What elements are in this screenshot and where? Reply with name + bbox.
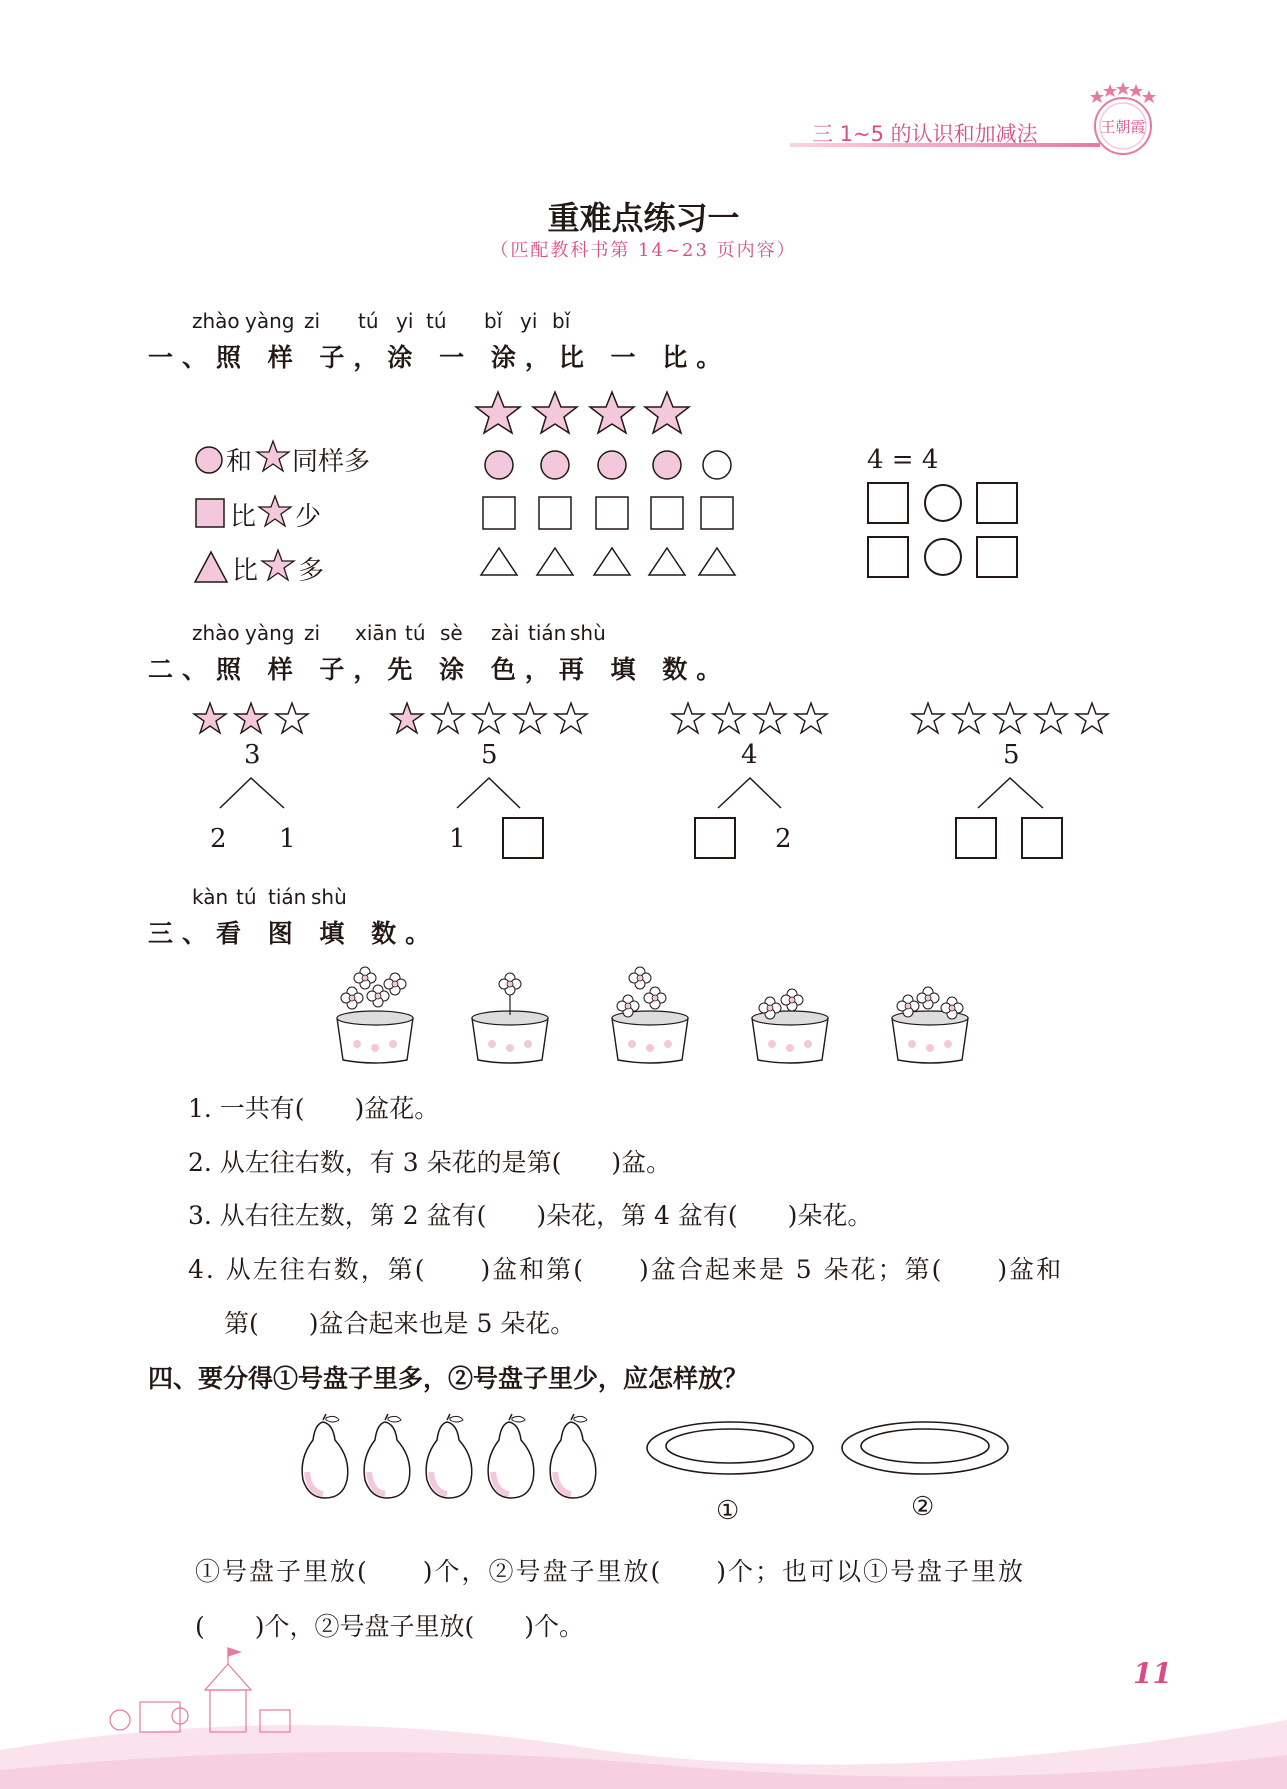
plate-label-1: ① <box>716 1496 740 1526</box>
star-icon <box>473 703 505 733</box>
star-icon <box>994 703 1026 733</box>
question-4-cont: 第( )盆合起来也是 5 朵花。 <box>224 1309 576 1338</box>
star-icon <box>255 439 291 475</box>
plate-1 <box>647 1422 813 1474</box>
plates <box>645 1418 1015 1488</box>
example-equation: 4 = 4 <box>867 445 939 475</box>
pinyin: xiān <box>355 621 398 645</box>
star-icon <box>795 703 827 733</box>
section-4-heading: 四、要分得①号盘子里多，②号盘子里少，应怎样放？ <box>148 1364 749 1393</box>
tree-left: 2 <box>210 824 227 854</box>
tree-right: 1 <box>279 824 296 854</box>
star-icon <box>645 392 689 433</box>
section-3-heading: 三、看 图 填 数。 <box>148 919 440 948</box>
question-2: 2. 从左往右数，有 3 朵花的是第( )盆。 <box>188 1148 672 1177</box>
pear-icon <box>364 1414 410 1498</box>
page-subtitle: （匹配教科书第 14~23 页内容） <box>490 240 797 261</box>
answer-box[interactable] <box>694 817 736 859</box>
star-icon <box>514 703 546 733</box>
flower-pot <box>337 967 413 1063</box>
tree-top: 3 <box>244 740 261 770</box>
pinyin: tián <box>528 621 567 645</box>
pinyin: bǐ <box>552 309 571 333</box>
pinyin: tú <box>358 309 379 333</box>
star-icon <box>590 392 634 433</box>
circle-icon <box>598 451 626 479</box>
triangle-icon <box>537 548 573 575</box>
row-label: 和 <box>226 447 253 477</box>
star-icon <box>432 703 464 733</box>
star-icon <box>533 392 577 433</box>
square-icon <box>651 497 683 529</box>
square-icon <box>701 497 733 529</box>
page-number: 11 <box>1133 1657 1172 1690</box>
section-1-heading: 一、照 样 子，涂 一 涂，比 一 比。 <box>148 343 731 372</box>
svg-text:王朝霞: 王朝霞 <box>1100 118 1146 136</box>
flower-pot <box>892 987 968 1063</box>
flower-pots <box>330 960 990 1072</box>
pinyin: tú <box>426 309 447 333</box>
answer-box <box>977 483 1017 523</box>
row-suffix: 少 <box>295 502 322 532</box>
publisher-logo <box>1075 78 1165 158</box>
star-icon <box>555 703 587 733</box>
star-groups <box>190 700 1120 744</box>
row-label: 比 <box>232 556 259 586</box>
pear-icon <box>550 1414 596 1498</box>
pinyin: zhào <box>192 309 240 333</box>
answer-circle <box>925 539 961 575</box>
answer-box[interactable] <box>502 817 544 859</box>
pinyin: shù <box>570 621 606 645</box>
question-1: 1. 一共有( )盆花。 <box>188 1094 440 1123</box>
star-icon <box>476 392 520 433</box>
flower-pot <box>472 973 548 1063</box>
pinyin: tián <box>268 885 307 909</box>
plate-2 <box>842 1422 1008 1474</box>
pear-icon <box>426 1414 472 1498</box>
tree-top: 5 <box>481 740 498 770</box>
pinyin: kàn <box>192 885 229 909</box>
tree-top: 4 <box>741 740 758 770</box>
pinyin: zhào <box>192 621 240 645</box>
plate-label-2: ② <box>911 1492 935 1522</box>
row-suffix: 多 <box>298 556 325 586</box>
answer-line-2: ( )个，②号盘子里放( )个。 <box>195 1612 585 1641</box>
pear-icon <box>302 1414 348 1498</box>
square-icon <box>483 497 515 529</box>
pinyin: yi <box>396 309 414 333</box>
pinyin: zi <box>304 621 321 645</box>
tree-branches <box>200 775 1080 815</box>
star-icon <box>912 703 944 733</box>
castle-icon <box>110 1648 290 1732</box>
row-suffix: 同样多 <box>292 447 371 477</box>
star-icon <box>235 703 267 733</box>
star-icon <box>754 703 786 733</box>
star-icon <box>260 548 296 584</box>
flower-pot <box>612 967 688 1063</box>
star-icon <box>194 703 226 733</box>
triangle-icon <box>193 550 229 584</box>
pinyin: yi <box>520 309 538 333</box>
tree-left: 1 <box>449 824 466 854</box>
answer-circle <box>925 485 961 521</box>
flower-pot <box>752 989 828 1063</box>
answer-box <box>868 537 908 577</box>
pinyin: bǐ <box>484 309 503 333</box>
pinyin: tú <box>405 621 426 645</box>
page-title: 重难点练习一 <box>547 199 740 237</box>
triangle-icon <box>594 548 630 575</box>
circle-icon <box>485 451 513 479</box>
pinyin: zi <box>304 309 321 333</box>
pinyin: yàng <box>245 621 295 645</box>
footer-decoration <box>0 1640 1287 1789</box>
star-icon <box>953 703 985 733</box>
star-icon <box>391 703 423 733</box>
circle-icon <box>703 451 731 479</box>
pinyin: tú <box>236 885 257 909</box>
star-icon <box>276 703 308 733</box>
shape-grid <box>475 445 745 580</box>
star-icon <box>672 703 704 733</box>
tree-top: 5 <box>1003 740 1020 770</box>
answer-box[interactable] <box>1021 817 1063 859</box>
circle-icon <box>193 444 225 476</box>
pinyin: sè <box>440 621 463 645</box>
question-3: 3. 从右往左数，第 2 盆有( )朵花，第 4 盆有( )朵花。 <box>188 1201 873 1230</box>
pinyin: yàng <box>245 309 295 333</box>
section-2-heading: 二、照 样 子，先 涂 色，再 填 数。 <box>148 655 731 684</box>
chapter-title: 三 1~5 的认识和加减法 <box>812 122 1038 146</box>
star-icon <box>713 703 745 733</box>
answer-boxes <box>865 480 1025 580</box>
triangle-icon <box>699 548 735 575</box>
answer-box <box>868 483 908 523</box>
pears <box>293 1412 613 1502</box>
pinyin: zài <box>491 621 520 645</box>
triangle-icon <box>649 548 685 575</box>
circle-icon <box>653 451 681 479</box>
star-icon <box>1076 703 1108 733</box>
star-icon <box>1035 703 1067 733</box>
pear-icon <box>488 1414 534 1498</box>
square-icon <box>539 497 571 529</box>
square-icon <box>596 497 628 529</box>
question-4: 4. 从左往右数，第( )盆和第( )盆合起来是 5 朵花；第( )盆和 <box>188 1255 1064 1284</box>
square-icon <box>194 497 226 529</box>
answer-box <box>977 537 1017 577</box>
triangle-icon <box>481 548 517 575</box>
star-icon <box>257 494 293 530</box>
pinyin: shù <box>311 885 347 909</box>
example-stars <box>470 388 700 440</box>
answer-line-1: ①号盘子里放( )个，②号盘子里放( )个；也可以①号盘子里放 <box>195 1557 1026 1586</box>
row-label: 比 <box>230 502 257 532</box>
answer-box[interactable] <box>955 817 997 859</box>
tree-right: 2 <box>775 824 792 854</box>
circle-icon <box>541 451 569 479</box>
